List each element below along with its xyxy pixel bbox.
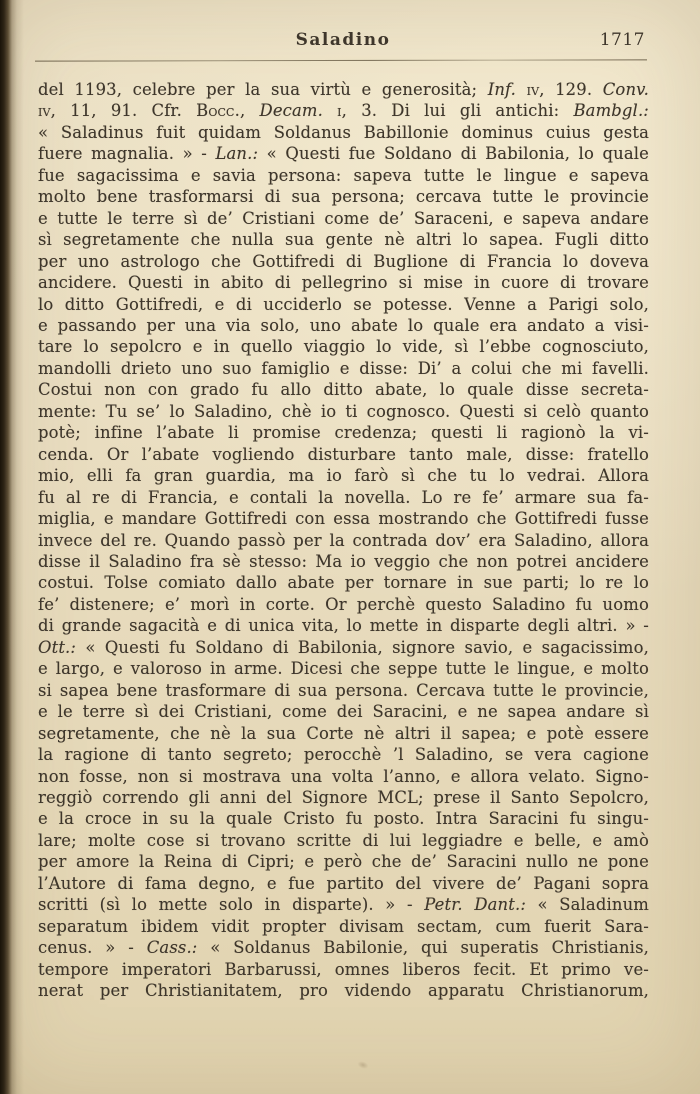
page-number: 1717 (599, 30, 645, 50)
text-line: si sapea bene trasformare di sua persona. Cercava tutte le provincie, (38, 680, 649, 700)
text-line: reggiò correndo gli anni del Signore MCL; prese il Santo Sepolcro, (38, 787, 649, 807)
text-line: scritti (sì lo mette solo in disparte). » - Petr. Dant.: « Saladinum (38, 895, 649, 915)
text-line: fu al re di Francia, e contali la novella. Lo re fe’ armare sua fa- (38, 487, 649, 507)
text-line: non fosse, non si mostrava una volta l’anno, e allora velato. Signo- (38, 766, 649, 786)
text-line: mente: Tu se’ lo Saladino, chè io ti cognosco. Questi si celò quanto (38, 401, 649, 421)
text-line: sì segretamente che nulla sua gente nè altri lo sapea. Fugli ditto (38, 230, 649, 250)
text-line: tare lo sepolcro e in quello viaggio lo vide, sì l’ebbe cognosciuto, (38, 337, 649, 357)
text-line: segretamente, che nè la sua Corte nè altri il sapea; e potè essere (38, 723, 649, 743)
text-line: ancidere. Questi in abito di pellegrino si mise in cuore di trovare (38, 273, 649, 293)
text-line: invece del re. Quando passò per la contrada dov’ era Saladino, allora (38, 530, 649, 550)
text-line: e tutte le terre sì de’ Cristiani come de’ Saraceni, e sapeva andare (38, 208, 649, 228)
text-line: iv, 11, 91. Cfr. Bocc., Decam. i, 3. Di lui gli antichi: Bambgl.: (38, 101, 649, 121)
text-line: « Saladinus fuit quidam Soldanus Babillonie dominus cuius gesta (38, 122, 649, 142)
text-line: di grande sagacità e di unica vita, lo mette in disparte degli altri. » - (38, 616, 649, 636)
text-line: l’Autore di fama degno, e fue partito del vivere de’ Pagani sopra (38, 873, 649, 893)
text-line: per amore la Reina di Cipri; e però che de’ Saracini nullo ne pone (38, 852, 649, 872)
text-line: cenus. » - Cass.: « Soldanus Babilonie, qui superatis Christianis, (38, 938, 649, 958)
text-line: Costui non con grado fu allo ditto abate, lo quale disse secreta- (38, 380, 649, 400)
text-line: e la croce in su la quale Cristo fu posto. Intra Saracini fu singu- (38, 809, 649, 829)
text-line: lare; molte cose si trovano scritte di lui leggiadre e belle, e amò (38, 830, 649, 850)
text-line: cenda. Or l’abate vogliendo disturbare tanto male, disse: fratello (38, 444, 649, 464)
text-line: e le terre sì dei Cristiani, come dei Saracini, e ne sapea andare sì (38, 702, 649, 722)
text-line: mandolli drieto uno suo famiglio e disse: Di’ a colui che mi favelli. (38, 358, 649, 378)
text-line: mio, elli fa gran guardia, ma io farò sì che tu lo vedrai. Allora (38, 466, 649, 486)
text-line: lo ditto Gottifredi, e di ucciderlo se potesse. Venne a Parigi solo, (38, 294, 649, 314)
text-line: fue sagacissima e savia persona: sapeva tutte le lingue e sapeva (38, 165, 649, 185)
text-line: e passando per una via solo, uno abate lo quale era andato a visi- (38, 315, 649, 335)
text-line: potè; infine l’abate li promise credenza; questi li ragionò la vi- (38, 423, 649, 443)
body-text (38, 79, 649, 1001)
text-line: per uno astrologo che Gottifredi di Buglione di Francia lo doveva (38, 251, 649, 271)
text-line: miglia, e mandare Gottifredi con essa mostrando che Gottifredi fusse (38, 509, 649, 529)
text-line: nerat per Christianitatem, pro videndo apparatu Christianorum, (38, 981, 649, 1001)
text-line: separatum ibidem vidit propter divisam sectam, cum fuerit Sara- (38, 916, 649, 936)
book-gutter-shadow (0, 0, 24, 1094)
page-header (38, 30, 648, 54)
text-line: costui. Tolse comiato dallo abate per tornare in sue parti; lo re lo (38, 573, 649, 593)
text-line: la ragione di tanto segreto; perocchè ’l Saladino, se vera cagione (38, 745, 649, 765)
text-line: molto bene trasformarsi di sua persona; cercava tutte le provincie (38, 187, 649, 207)
text-line: Ott.: « Questi fu Soldano di Babilonia, signore savio, e sagacissimo, (38, 637, 649, 657)
header-rule (35, 59, 647, 62)
text-line: disse il Saladino fra sè stesso: Ma io veggio che non potrei ancidere (38, 551, 649, 571)
text-line: del 1193, celebre per la sua virtù e generosità; Inf. iv, 129. Conv. (38, 80, 649, 99)
smudge-mark (353, 1056, 373, 1075)
text-line: e largo, e valoroso in arme. Dicesi che seppe tutte le lingue, e molto (38, 659, 649, 679)
text-line: tempore imperatori Barbarussi, omnes liberos fecit. Et primo ve- (38, 959, 649, 979)
running-head-title: Saladino (295, 30, 391, 50)
text-line: fe’ distenere; e’ morì in corte. Or perchè questo Saladino fu uomo (38, 594, 649, 614)
text-line: fuere magnalia. » - Lan.: « Questi fue Soldano di Babilonia, lo quale (38, 144, 649, 164)
